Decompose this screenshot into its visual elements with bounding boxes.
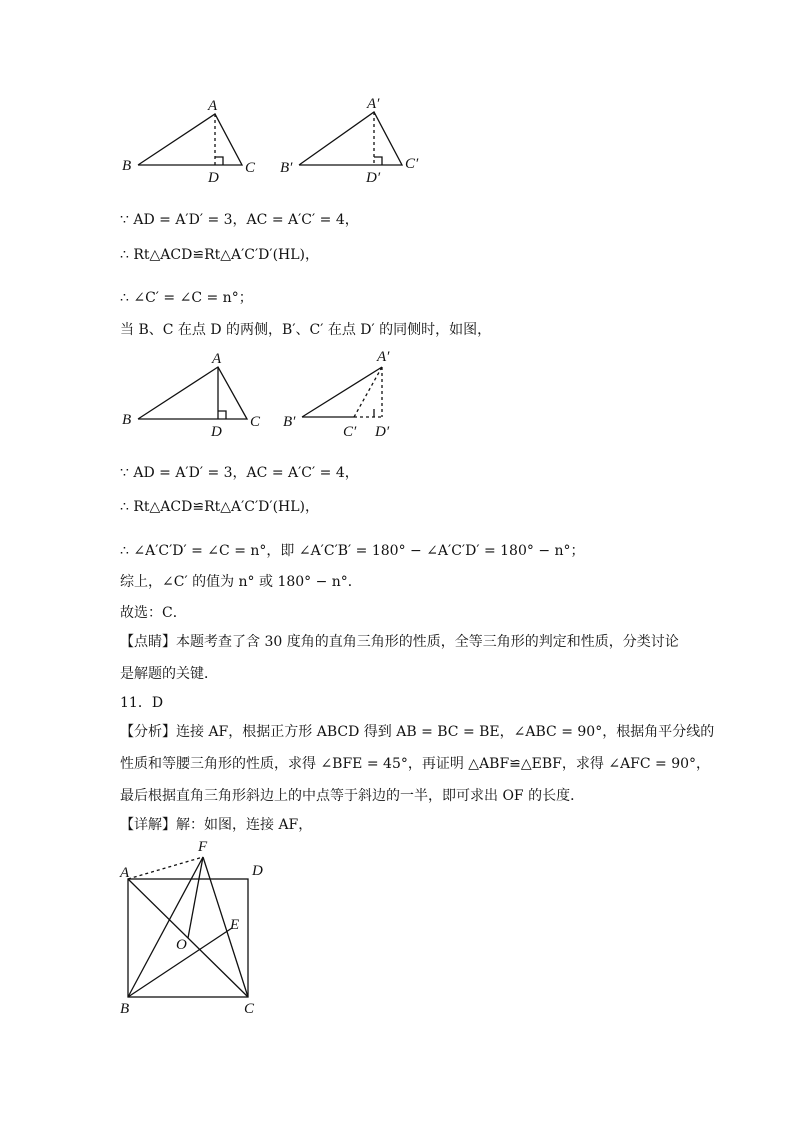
text-line-12b: 性质和等腰三角形的性质，求得 ∠BFE = 45°，再证明 △ABF≌△EBF，求得 ∠AFC = 90°，: [120, 756, 711, 772]
label-O: O: [176, 937, 187, 953]
label-C-prime: C′: [405, 156, 419, 172]
label-D: D: [211, 424, 222, 440]
text-line-12a: 【分析】连接 AF，根据正方形 ABCD 得到 AB = BC = BE，∠ABC = 90°，根据角平分线的: [120, 724, 715, 740]
text-line-10b: 是解题的关键．: [120, 666, 218, 682]
label-A: A: [120, 865, 130, 881]
label-A: A: [208, 98, 218, 114]
text-line-4: 当 B、C 在点 D 的两侧，B′、C′ 在点 D′ 的同侧时，如图，: [120, 322, 492, 338]
text-line-9: 故选：C．: [120, 605, 187, 621]
figure-triangles-opposite-side: [110, 345, 430, 440]
label-D: D: [208, 170, 219, 186]
figure-square-abcd: [110, 835, 280, 1020]
text-line-5: ∵ AD = A′D′ = 3，AC = A′C′ = 4，: [120, 465, 359, 481]
label-B: B: [122, 412, 132, 428]
text-line-6: ∴ Rt△ACD≌Rt△A′C′D′(HL)，: [120, 499, 320, 515]
label-D: D: [252, 863, 263, 879]
text-line-2: ∴ Rt△ACD≌Rt△A′C′D′(HL)，: [120, 247, 320, 263]
label-C: C: [244, 1001, 255, 1017]
text-line-7: ∴ ∠A′C′D′ = ∠C = n°，即 ∠A′C′B′ = 180° − ∠A′C′D′ = 180° − n°；: [120, 543, 585, 559]
label-A-prime: A′: [377, 349, 390, 365]
label-B: B: [120, 1001, 130, 1017]
label-A: A: [212, 351, 222, 367]
label-D-prime: D′: [366, 170, 381, 186]
label-C: C: [250, 414, 261, 430]
label-B-prime: B′: [280, 160, 293, 176]
text-line-8: 综上，∠C′ 的值为 n° 或 180° − n°．: [120, 574, 362, 590]
text-line-3: ∴ ∠C′ = ∠C = n°；: [120, 290, 253, 306]
label-D-prime: D′: [375, 424, 390, 440]
text-line-11: 11．D: [120, 695, 164, 711]
label-B-prime: B′: [283, 414, 296, 430]
figure-triangles-same-side: [110, 92, 440, 187]
text-line-1: ∵ AD = A′D′ = 3，AC = A′C′ = 4，: [120, 212, 359, 228]
label-A-prime: A′: [367, 96, 380, 112]
text-line-13: 【详解】解：如图，连接 AF，: [120, 817, 313, 833]
label-C: C: [245, 160, 256, 176]
label-E: E: [230, 917, 240, 933]
label-B: B: [122, 158, 132, 174]
text-line-10a: 【点睛】本题考查了含 30 度角的直角三角形的性质，全等三角形的判定和性质，分类讨论: [120, 634, 679, 650]
text-line-12c: 最后根据直角三角形斜边上的中点等于斜边的一半，即可求出 OF 的长度．: [120, 788, 585, 804]
label-F: F: [198, 839, 208, 855]
label-C-prime: C′: [343, 424, 357, 440]
